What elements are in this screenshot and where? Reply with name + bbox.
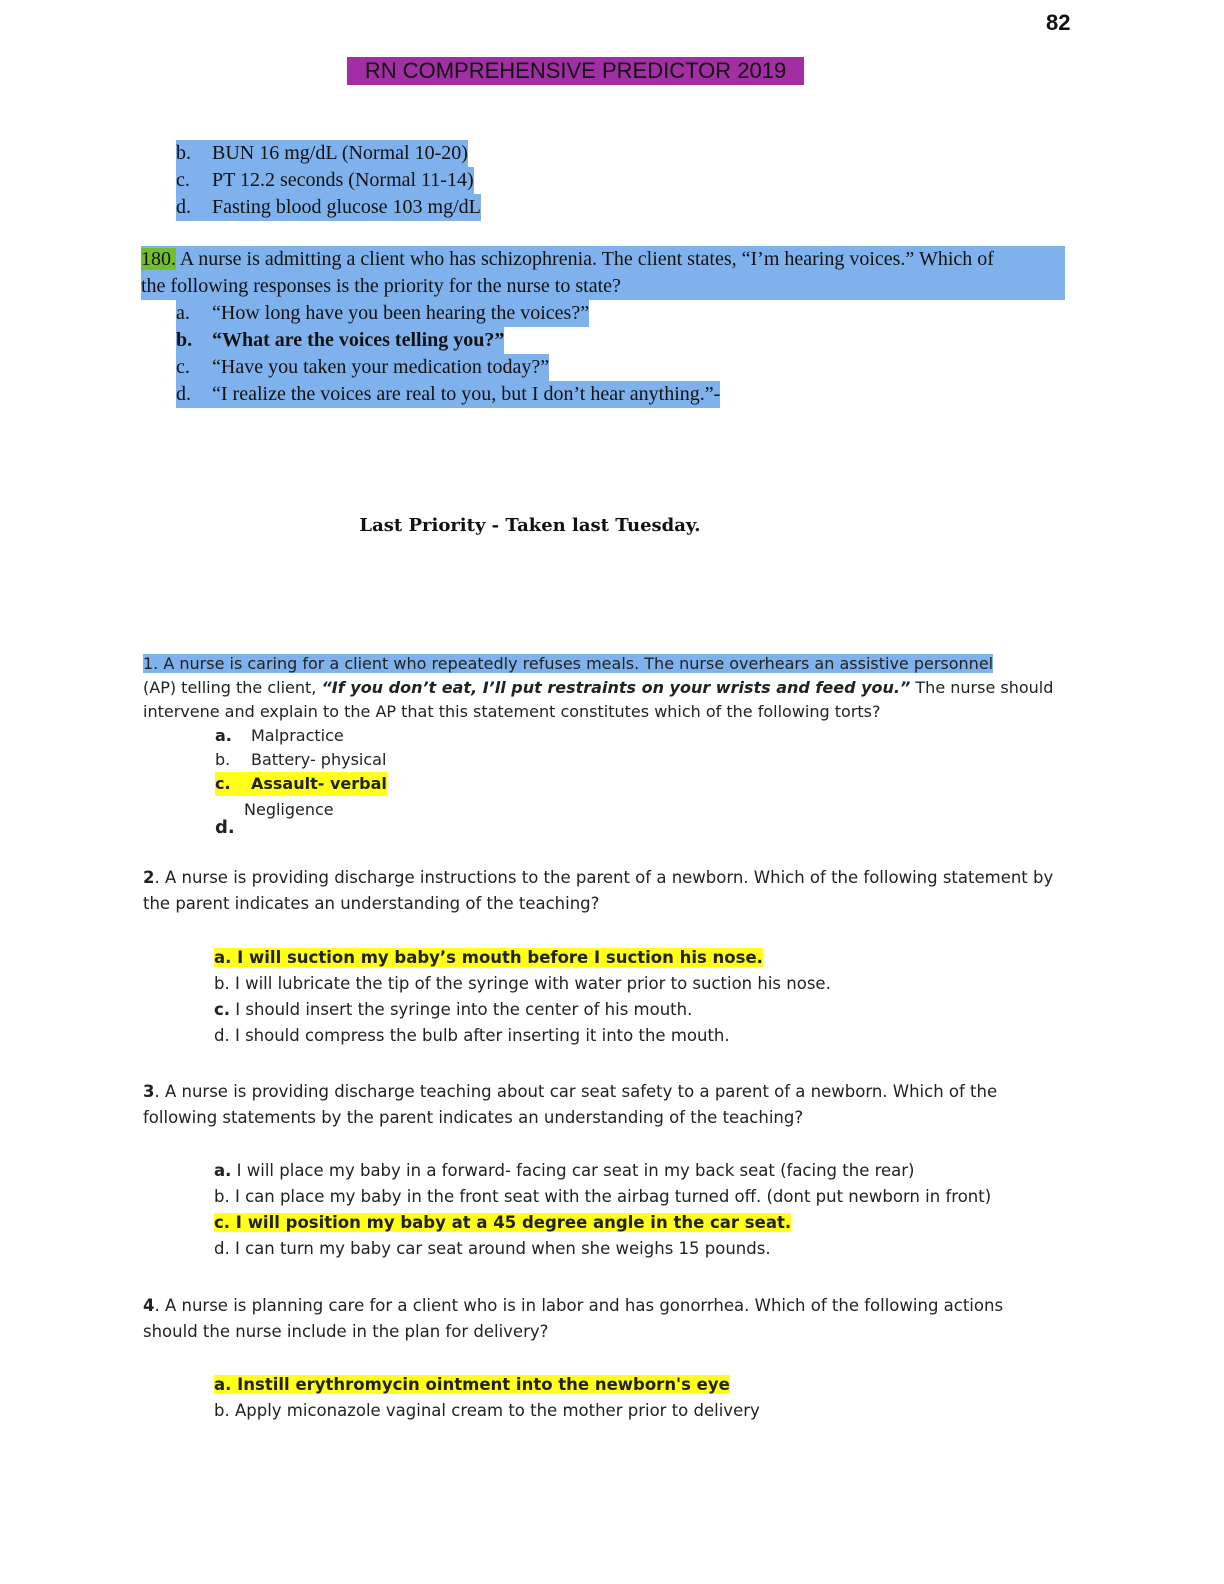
option-text: I can place my baby in the front seat with the airbag turned off. (dont put newborn in front) xyxy=(229,1187,992,1206)
option-letter: c. xyxy=(215,774,231,793)
option-row xyxy=(176,354,1065,381)
option-text: Malpractice xyxy=(251,726,344,745)
question-stem-line: 4. A nurse is planning care for a client who is in labor and has gonorrhea. Which of the following actions xyxy=(143,1296,1004,1315)
option-text: Negligence xyxy=(244,800,334,819)
option-row xyxy=(214,1398,1003,1424)
option-letter: a. xyxy=(214,948,232,967)
option-text: Apply miconazole vaginal cream to the mother prior to delivery xyxy=(229,1401,760,1420)
option-text: I will lubricate the tip of the syringe with water prior to suction his nose. xyxy=(229,974,831,993)
option-text: Fasting blood glucose 103 mg/dL xyxy=(212,196,481,218)
option-row xyxy=(215,748,1053,772)
option-letter: d. xyxy=(214,1239,230,1258)
option-letter: a. xyxy=(214,1161,232,1180)
question-stem-line: 1. A nurse is caring for a client who repeatedly refuses meals. The nurse overhears an assistive personnel xyxy=(143,654,994,673)
option-row-correct xyxy=(215,772,1053,796)
option-text: Battery- physical xyxy=(251,750,387,769)
option-row-correct xyxy=(214,1210,997,1236)
question-stem-line: the parent indicates an understanding of the teaching? xyxy=(143,894,600,913)
page-header: RN COMPREHENSIVE PREDICTOR 2019 xyxy=(347,57,804,85)
option-row xyxy=(215,724,1053,748)
question-3 xyxy=(143,1079,997,1262)
option-text: “Have you taken your medication today?” xyxy=(212,356,550,378)
option-text: Instill erythromycin ointment into the newborn's eye xyxy=(231,1375,730,1394)
question-stem-line: A nurse is admitting a client who has schizophrenia. The client states, “I’m hearing voices.” Which of xyxy=(176,248,994,270)
option-row xyxy=(214,971,1053,997)
option-letter: b. xyxy=(215,750,231,769)
option-text: I will position my baby at a 45 degree angle in the car seat. xyxy=(230,1213,792,1232)
option-letter: c. xyxy=(176,169,190,191)
question-stem-line: should the nurse include in the plan for delivery? xyxy=(143,1322,549,1341)
option-row-correct xyxy=(176,327,1065,354)
question-stem-line: 2. A nurse is providing discharge instructions to the parent of a newborn. Which of the following statement by xyxy=(143,868,1054,887)
option-text: I will place my baby in a forward- facing car seat in my back seat (facing the rear) xyxy=(231,1161,915,1180)
question-stem-line: following statements by the parent indicates an understanding of the teaching? xyxy=(143,1108,804,1127)
option-letter: a. xyxy=(214,1375,232,1394)
option-letter: d. xyxy=(176,196,191,218)
option-letter: c. xyxy=(176,356,190,378)
question-stem xyxy=(141,273,1065,300)
question-stem-line: (AP) telling the client, “If you don’t eat, I’ll put restraints on your wrists and feed you.” The nurse should xyxy=(143,678,1054,697)
question-1 xyxy=(143,652,1053,846)
question-number: 3 xyxy=(143,1082,155,1101)
option-row xyxy=(176,140,481,167)
question-number: 180. xyxy=(141,248,176,270)
question-stem xyxy=(141,246,1065,273)
option-letter: b. xyxy=(214,1401,230,1420)
page-number: 82 xyxy=(1046,10,1071,35)
option-text: PT 12.2 seconds (Normal 11-14) xyxy=(212,169,474,191)
option-row-correct xyxy=(214,1372,1003,1398)
option-text: I will suction my baby’s mouth before I suction his nose. xyxy=(231,948,763,967)
question-4 xyxy=(143,1293,1003,1424)
option-row xyxy=(214,1236,997,1262)
option-row xyxy=(176,381,1065,408)
option-letter: b. xyxy=(214,1187,230,1206)
option-letter: c. xyxy=(214,1213,231,1232)
question-stem-line: 3. A nurse is providing discharge teaching about car seat safety to a parent of a newborn. Which of the xyxy=(143,1082,998,1101)
option-text: BUN 16 mg/dL (Normal 10-20) xyxy=(212,142,468,164)
question-stem-line: intervene and explain to the AP that this statement constitutes which of the following torts? xyxy=(143,702,881,721)
option-letter: d. xyxy=(215,817,235,838)
option-letter: b. xyxy=(176,142,191,164)
option-text: “How long have you been hearing the voices?” xyxy=(212,302,590,324)
option-letter: c. xyxy=(214,1000,231,1019)
option-text: I can turn my baby car seat around when she weighs 15 pounds. xyxy=(229,1239,771,1258)
option-letter: b. xyxy=(214,974,230,993)
question-180 xyxy=(141,246,1065,408)
option-row xyxy=(176,194,481,221)
question-number: 2 xyxy=(143,868,155,887)
option-row-correct xyxy=(214,945,1053,971)
option-letter: a. xyxy=(215,726,232,745)
question-number: 4 xyxy=(143,1296,155,1315)
section-title: Last Priority - Taken last Tuesday. xyxy=(359,515,701,536)
option-letter: a. xyxy=(176,302,190,324)
option-text: I should compress the bulb after inserting it into the mouth. xyxy=(229,1026,730,1045)
option-text: I should insert the syringe into the center of his mouth. xyxy=(230,1000,693,1019)
option-row xyxy=(215,796,1053,846)
option-row xyxy=(176,300,1065,327)
option-row xyxy=(214,1158,997,1184)
quoted-statement: “If you don’t eat, I’ll put restraints on your wrists and feed you.” xyxy=(321,678,911,697)
option-row xyxy=(214,1023,1053,1049)
option-letter: d. xyxy=(214,1026,230,1045)
option-row xyxy=(214,1184,997,1210)
option-letter: d. xyxy=(176,383,191,405)
option-text: “What are the voices telling you?” xyxy=(212,329,505,351)
option-row xyxy=(176,167,481,194)
question-stem-line: the following responses is the priority for the nurse to state? xyxy=(141,275,621,297)
option-text: “I realize the voices are real to you, but I don’t hear anything.”- xyxy=(212,383,721,405)
option-text: Assault- verbal xyxy=(251,774,387,793)
prev-question-options xyxy=(176,140,481,221)
question-2 xyxy=(143,865,1053,1049)
option-row xyxy=(214,997,1053,1023)
option-letter: b. xyxy=(176,329,193,351)
